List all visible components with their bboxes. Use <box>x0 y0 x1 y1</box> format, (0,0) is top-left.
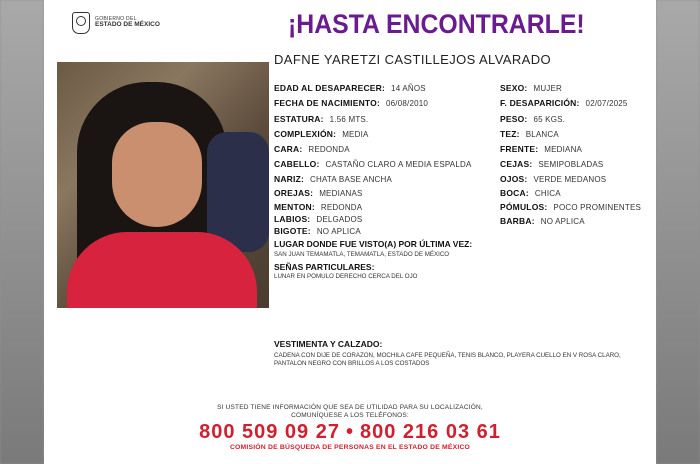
field-build: COMPLEXIÓN: MEDIA <box>274 129 369 139</box>
distinguishing-marks-text: LUNAR EN POMULO DERECHO CERCA DEL OJO <box>274 273 418 280</box>
field-eyebrows: CEJAS: SEMIPOBLADAS <box>500 159 604 169</box>
field-lips: LABIOS: DELGADOS <box>274 214 363 224</box>
clothing-title: VESTIMENTA Y CALZADO: <box>274 339 383 349</box>
field-weight: PESO: 65 KGS. <box>500 114 566 124</box>
person-name: DAFNE YARETZI CASTILLEJOS ALVARADO <box>274 52 552 67</box>
field-mouth: BOCA: CHICA <box>500 188 561 198</box>
last-seen-text: SAN JUAN TEMAMATLA, TEMAMATLA, ESTADO DE MÉXICO <box>274 251 450 258</box>
last-seen-title: LUGAR DONDE FUE VISTO(A) POR ÚLTIMA VEZ: <box>274 239 473 249</box>
missing-person-poster <box>44 0 656 464</box>
state-seal-icon <box>72 12 90 34</box>
field-cheekbones: PÓMULOS: POCO PROMINENTES <box>500 202 642 212</box>
field-forehead: FRENTE: MEDIANA <box>500 144 583 154</box>
government-logo <box>72 12 160 34</box>
field-hair: CABELLO: CASTAÑO CLARO A MEDIA ESPALDA <box>274 159 472 169</box>
phone-separator: • <box>345 421 354 443</box>
phone-numbers <box>44 421 656 444</box>
field-nose: NARIZ: CHATA BASE ANCHA <box>274 174 393 184</box>
logo-line2: ESTADO DE MÉXICO <box>95 21 160 29</box>
background-right <box>656 0 700 464</box>
phone-2[interactable]: 800 216 03 61 <box>360 421 501 443</box>
person-photo <box>57 62 269 308</box>
field-sex: SEXO: MUJER <box>500 83 563 93</box>
headline: ¡HASTA ENCONTRARLE! <box>288 9 585 39</box>
field-disappearance-date: F. DESAPARICIÓN: 02/07/2025 <box>500 98 628 108</box>
field-beard: BARBA: NO APLICA <box>500 216 585 226</box>
contact-note-line1: SI USTED TIENE INFORMACIÓN QUE SEA DE UTILIDAD PARA SU LOCALIZACIÓN, <box>217 404 483 411</box>
background-left <box>0 0 44 464</box>
commission-footer: COMISIÓN DE BÚSQUEDA DE PERSONAS EN EL ESTADO DE MÉXICO <box>229 444 471 451</box>
phone-1[interactable]: 800 509 09 27 <box>199 421 340 443</box>
field-birthdate: FECHA DE NACIMIENTO: 06/08/2010 <box>274 98 429 108</box>
distinguishing-marks-title: SEÑAS PARTICULARES: <box>274 262 375 272</box>
clothing-text: CADENA CON DIJE DE CORAZON, MOCHILA CAFE PEQUEÑA, TENIS BLANCO, PLAYERA CUELLO EN V ROSA CLARO, PANTALON NEGRO CON BRILLOS A LOS COSTADOS <box>274 352 621 368</box>
field-age: EDAD AL DESAPARECER: 14 AÑOS <box>274 83 426 93</box>
field-height: ESTATURA: 1.56 MTS. <box>274 114 369 124</box>
logo-line1: GOBIERNO DEL <box>95 15 137 22</box>
field-chin: MENTON: REDONDA <box>274 202 363 212</box>
field-ears: OREJAS: MEDIANAS <box>274 188 363 198</box>
contact-note <box>44 404 656 420</box>
contact-note-line2: COMUNÍQUESE A LOS TELÉFONOS: <box>291 412 409 420</box>
field-complexion: TEZ: BLANCA <box>500 129 559 139</box>
field-face: CARA: REDONDA <box>274 144 350 154</box>
field-eyes: OJOS: VERDE MEDANOS <box>500 174 607 184</box>
field-mustache: BIGOTE: NO APLICA <box>274 226 361 236</box>
